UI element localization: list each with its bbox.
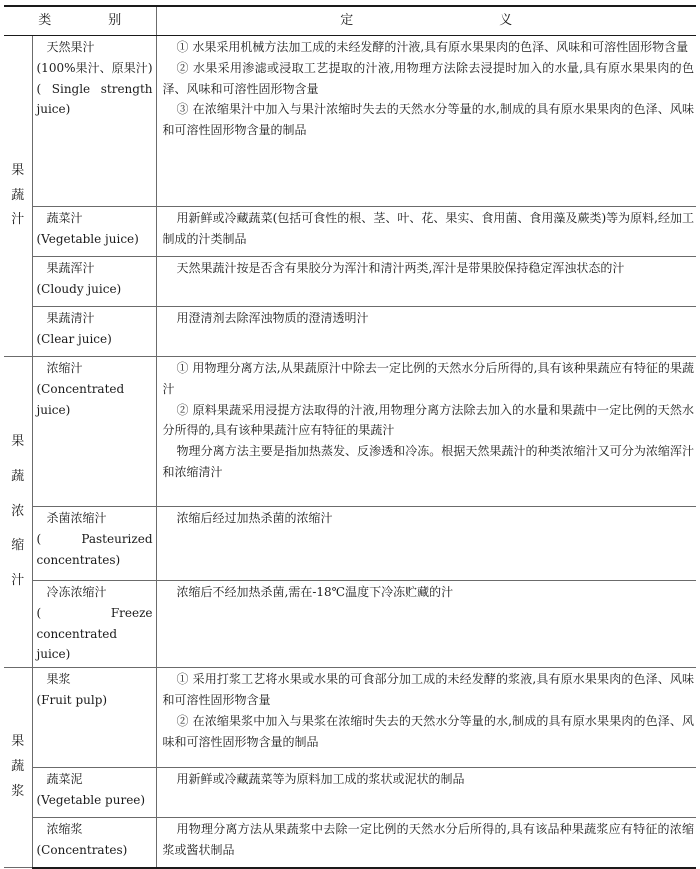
category-cell: 浓缩浆 (Concentrates) (32, 818, 156, 868)
definition-cell: ① 用物理分离方法,从果蔬原汁中除去一定比例的天然水分后所得的,具有该种果蔬应有特征的果蔬汁 ② 原料果蔬采用浸提方法取得的汁液,用物理分离方法除去加入的水量和果蔬中一定比例的天然水分所得的,具有该种果蔬汁应有特征的果蔬汁 物理分离方法主要是指加热蒸发、反渗透和冷冻。根据天然果蔬汁的种类浓缩汁又可分为浓缩浑汁和浓缩清汁 (156, 357, 696, 507)
category-cell: 冷冻浓缩汁 ( Freeze concentrated juice) (32, 581, 156, 668)
table-row (4, 207, 696, 257)
definition-cell: 用物理分离方法从果蔬浆中去除一定比例的天然水分后所得的,具有该品种果蔬浆应有特征的浓缩浆或酱状制品 (156, 818, 696, 868)
table-row (4, 818, 696, 868)
definition-cell: 浓缩后经过加热杀菌的浓缩汁 (156, 507, 696, 581)
definition-cell: ① 采用打浆工艺将水果或水果的可食部分加工成的未经发酵的浆液,具有原水果果肉的色泽、风味和可溶性固形物含量 ② 在浓缩果浆中加入与果浆在浓缩时失去的天然水分等量的水,制成的具有原水果果肉的色泽、风味和可溶性固形物含量的制品 (156, 668, 696, 768)
definition-cell: 用澄清剂去除浑浊物质的澄清透明汁 (156, 307, 696, 357)
category-cell: 蔬菜泥 (Vegetable puree) (32, 768, 156, 818)
category-cell: 果蔬浑汁 (Cloudy juice) (32, 257, 156, 307)
header-category: 类 别 (4, 6, 156, 36)
category-cell: 天然果汁 (100%果汁、原果汁)( Single strength juice) (32, 36, 156, 207)
group-label-fruit-veg-juice: 果 蔬 汁 (4, 36, 32, 357)
table-header-row (4, 6, 696, 36)
definition-cell: ① 水果采用机械方法加工成的未经发酵的汁液,具有原水果果肉的色泽、风味和可溶性固形物含量 ② 水果采用渗滤或浸取工艺提取的汁液,用物理方法除去浸提时加入的水量,具有原水果果肉的色泽、风味和可溶性固形物含量 ③ 在浓缩果汁中加入与果汁浓缩时失去的天然水分等量的水,制成的具有原水果果肉的色泽、风味和可溶性固形物含量的制品 (156, 36, 696, 207)
category-cell: 浓缩汁 (Concentrated juice) (32, 357, 156, 507)
table-row (4, 36, 696, 207)
definition-cell: 用新鲜或冷藏蔬菜等为原料加工成的浆状或泥状的制品 (156, 768, 696, 818)
group-label-concentrated-juice: 果 蔬 浓 缩 汁 (4, 357, 32, 668)
table-row (4, 768, 696, 818)
category-cell: 果蔬清汁 (Clear juice) (32, 307, 156, 357)
category-cell: 蔬菜汁 (Vegetable juice) (32, 207, 156, 257)
group-label-pulp: 果 蔬 浆 (4, 668, 32, 868)
table-row (4, 307, 696, 357)
juice-definition-table (4, 5, 696, 869)
category-cell: 杀菌浓缩汁 ( Pasteurized concentrates) (32, 507, 156, 581)
header-definition: 定 义 (156, 6, 696, 36)
definition-cell: 浓缩后不经加热杀菌,需在-18℃温度下冷冻贮藏的汁 (156, 581, 696, 668)
table-row (4, 668, 696, 768)
table-row (4, 507, 696, 581)
category-cell: 果浆 (Fruit pulp) (32, 668, 156, 768)
definition-cell: 天然果蔬汁按是否含有果胶分为浑汁和清汁两类,浑汁是带果胶保持稳定浑浊状态的汁 (156, 257, 696, 307)
table-row (4, 357, 696, 507)
table-row (4, 581, 696, 668)
table-row (4, 257, 696, 307)
definition-cell: 用新鲜或冷藏蔬菜(包括可食性的根、茎、叶、花、果实、食用菌、食用藻及蕨类)等为原料,经加工制成的汁类制品 (156, 207, 696, 257)
